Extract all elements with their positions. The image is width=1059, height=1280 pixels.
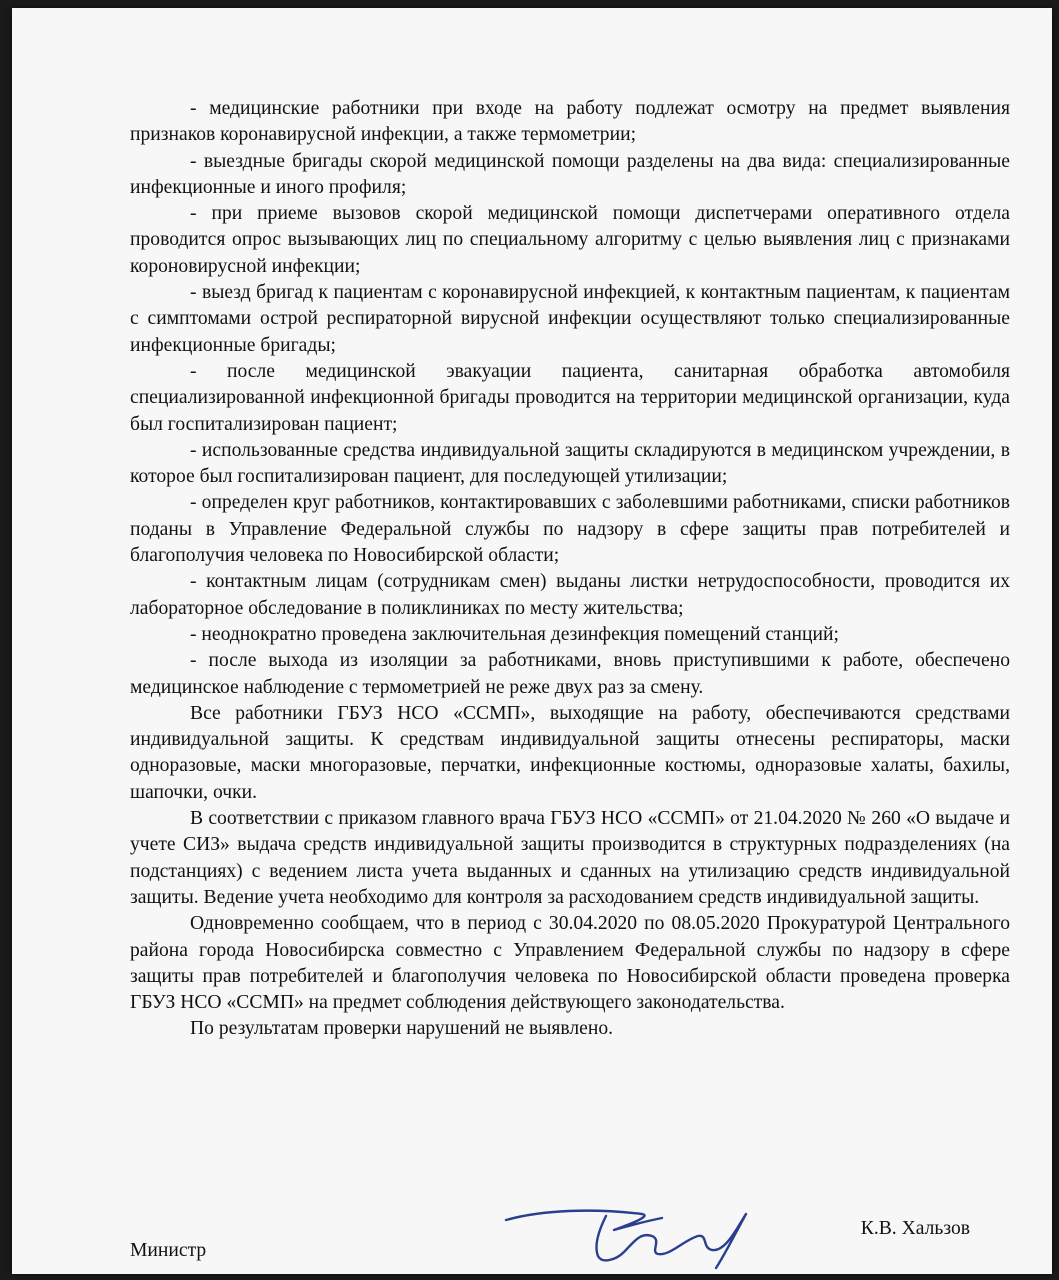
signatory-name: К.В. Хальзов xyxy=(860,1218,970,1239)
paragraph-vehicle-sanitation: - после медицинской эвакуации пациента, санитарная обработка автомобиля специализированной инфекционной бригады проводится на территории медицинской организации, куда был госпитализирован пациент; xyxy=(130,360,1010,435)
paragraph-ppe-provision: Все работники ГБУЗ НСО «ССМП», выходящие на работу, обеспечиваются средствами индивидуальной защиты. К средствам индивидуальной защиты отнесены респираторы, маски одноразовые, маски многоразовые, перчатки, инфекционные костюмы, одноразовые халаты, бахилы, шапочки, очки. xyxy=(130,702,1010,803)
paragraph-ppe-disposal: - использованные средства индивидуальной защиты складируются в медицинском учреждении, в которое был госпитализирован пациент, для последующей утилизации; xyxy=(130,439,1010,488)
paragraph-sick-leave: - контактным лицам (сотрудникам смен) выданы листки нетрудоспособности, проводится их лабораторное обследование в поликлиниках по месту жительства; xyxy=(130,571,1010,619)
paragraph-med-workers-screening: - медицинские работники при входе на работу подлежат осмотру на предмет выявления признаков коронавирусной инфекции, а также термометрии; xyxy=(130,98,1010,146)
signature-block xyxy=(130,1218,1010,1268)
handwritten-signature xyxy=(502,1206,762,1270)
paragraph-check-result: По результатам проверки нарушений не выявлено. xyxy=(190,1018,614,1040)
letter-body xyxy=(130,96,1010,1043)
paragraph-prosecutor-check: Одновременно сообщаем, что в период с 30.04.2020 по 08.05.2020 Прокуратурой Центрального района города Новосибирска совместно с Управлением Федеральной службы по надзору в сфере защиты прав потребителей и благополучия человека по Новосибирской области проведена проверка ГБУЗ НСО «ССМП» на предмет соблюдения действующего законодательства. xyxy=(130,913,1010,1014)
paragraph-infection-brigades: - выезд бригад к пациентам с коронавирусной инфекцией, к контактным пациентам, к пациентам с симптомами острой респираторной вирусной инфекции осуществляют только специализированные инфекционные бригады; xyxy=(130,282,1010,356)
paragraph-disinfection: - неоднократно проведена заключительная дезинфекция помещений станций; xyxy=(190,623,839,645)
signatory-title: Министр xyxy=(130,1240,207,1261)
paragraph-contact-workers: - определен круг работников, контактировавших с заболевшими работниками, списки работников поданы в Управление Федеральной службы по надзору в сфере защиты прав потребителей и благополучия человека по Новосибирской области; xyxy=(130,492,1010,567)
paragraph-dispatcher-survey: - при приеме вызовов скорой медицинской помощи диспетчерами оперативного отдела проводится опрос вызывающих лиц по специальному алгоритму с целью выявления лиц с признаками короновирусной инфекции; xyxy=(130,203,1010,277)
paragraph-order-260: В соответствии с приказом главного врача ГБУЗ НСО «ССМП» от 21.04.2020 № 260 «О выдаче и учете СИЗ» выдача средств индивидуальной защиты производится в структурных подразделениях (на подстанциях) с ведением листа учета выданных и сданных на утилизацию средств индивидуальной защиты. Ведение учета необходимо для контроля за расходованием средств индивидуальной защиты. xyxy=(130,808,1010,908)
paragraph-post-isolation: - после выхода из изоляции за работниками, вновь приступившими к работе, обеспечено медицинское наблюдение с термометрией не реже двух раз за смену. xyxy=(130,650,1010,698)
document-page xyxy=(12,8,1052,1274)
paragraph-brigade-types: - выездные бригады скорой медицинской помощи разделены на два вида: специализированные инфекционные и иного профиля; xyxy=(130,150,1010,198)
